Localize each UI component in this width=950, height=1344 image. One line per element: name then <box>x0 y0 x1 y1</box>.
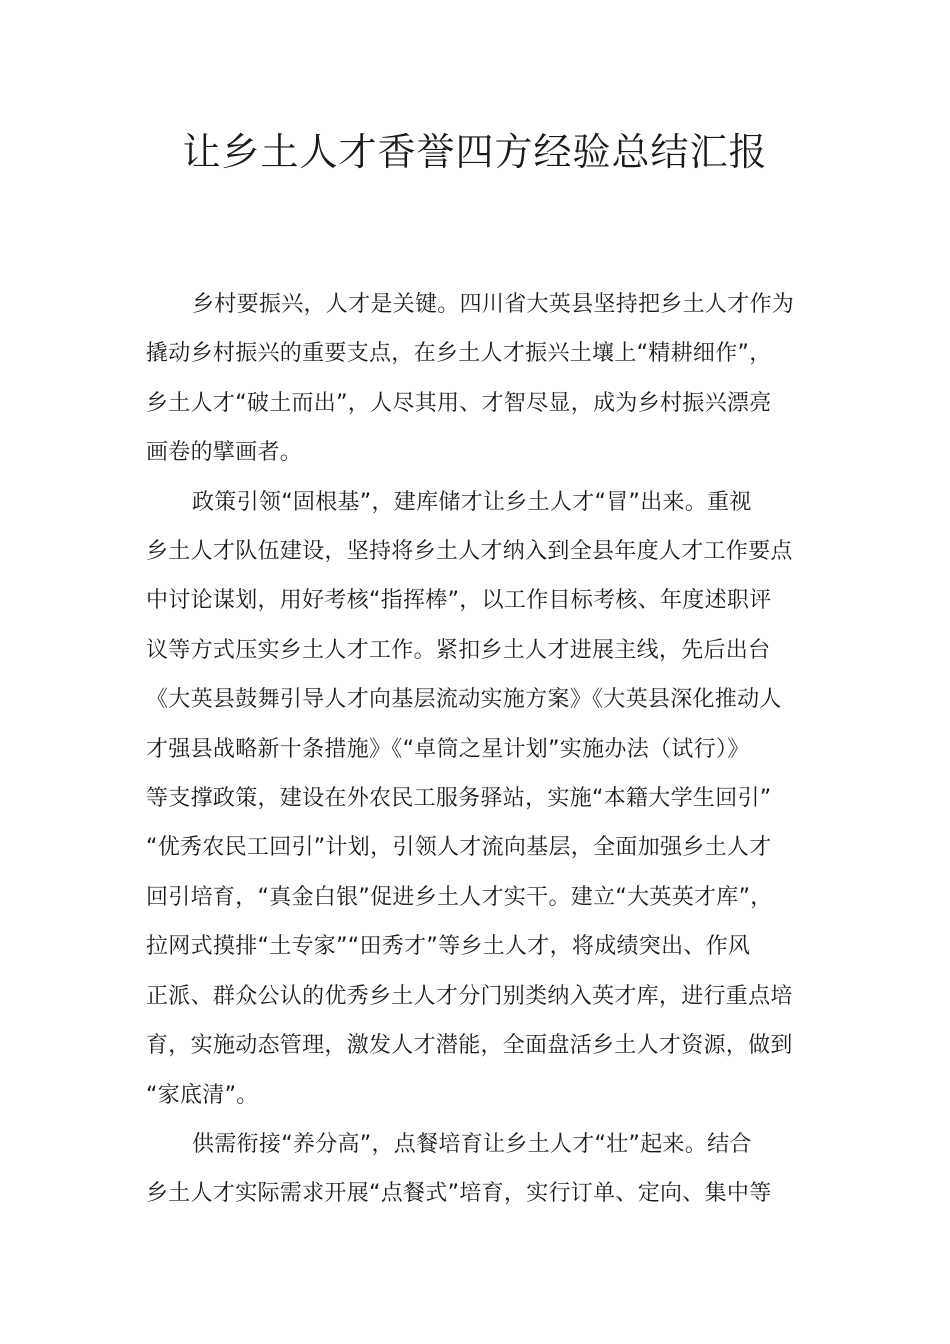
text-line: 等支撑政策，建设在外农民工服务驿站，实施“本籍大学生回引” <box>146 786 772 812</box>
document-title: 让乡土人才香誉四方经验总结汇报 <box>182 130 768 174</box>
paragraph-1 <box>146 280 826 478</box>
paragraph-2 <box>146 478 826 1120</box>
text-line: 才强县战略新十条措施》《“卓筒之星计划”实施办法（试行）》 <box>146 736 750 762</box>
text-line: 议等方式压实乡土人才工作。紧扣乡土人才进展主线，先后出台 <box>146 637 771 663</box>
text-line: 《大英县鼓舞引导人才向基层流动实施方案》《大英县深化推动人 <box>146 687 782 713</box>
text-line: 供需衔接“养分高”，点餐培育让乡土人才“壮”起来。结合 <box>192 1131 752 1157</box>
document-body <box>146 280 826 1219</box>
text-line: 乡土人才队伍建设，坚持将乡土人才纳入到全县年度人才工作要点 <box>146 539 793 565</box>
text-line: “家底清”。 <box>146 1082 259 1108</box>
text-line: 乡土人才实际需求开展“点餐式”培育，实行订单、定向、集中等 <box>146 1181 772 1207</box>
text-line: 中讨论谋划，用好考核“指挥棒”，以工作目标考核、年度述职评 <box>146 588 772 614</box>
text-line: 画卷的擘画者。 <box>146 440 303 466</box>
text-line: 回引培育，“真金白银”促进乡土人才实干。建立“大英英才库”， <box>146 884 773 910</box>
text-line: 撬动乡村振兴的重要支点，在乡土人才振兴土壤上“精耕细作”， <box>146 341 772 367</box>
text-line: 政策引领“固根基”，建库储才让乡土人才“冒”出来。重视 <box>192 489 752 515</box>
text-line: 拉网式摸排“土专家”“田秀才”等乡土人才，将成绩突出、作风 <box>146 934 751 960</box>
text-line: 正派、群众公认的优秀乡土人才分门别类纳入英才库，进行重点培 <box>146 983 793 1009</box>
paragraph-3 <box>146 1120 826 1219</box>
text-line: 育，实施动态管理，激发人才潜能，全面盘活乡土人才资源，做到 <box>146 1033 793 1059</box>
text-line: 乡土人才“破土而出”，人尽其用、才智尽显，成为乡村振兴漂亮 <box>146 390 772 416</box>
text-line: 乡村要振兴，人才是关键。四川省大英县坚持把乡土人才作为 <box>192 292 795 317</box>
text-line: “优秀农民工回引”计划，引领人才流向基层，全面加强乡土人才 <box>146 835 772 861</box>
